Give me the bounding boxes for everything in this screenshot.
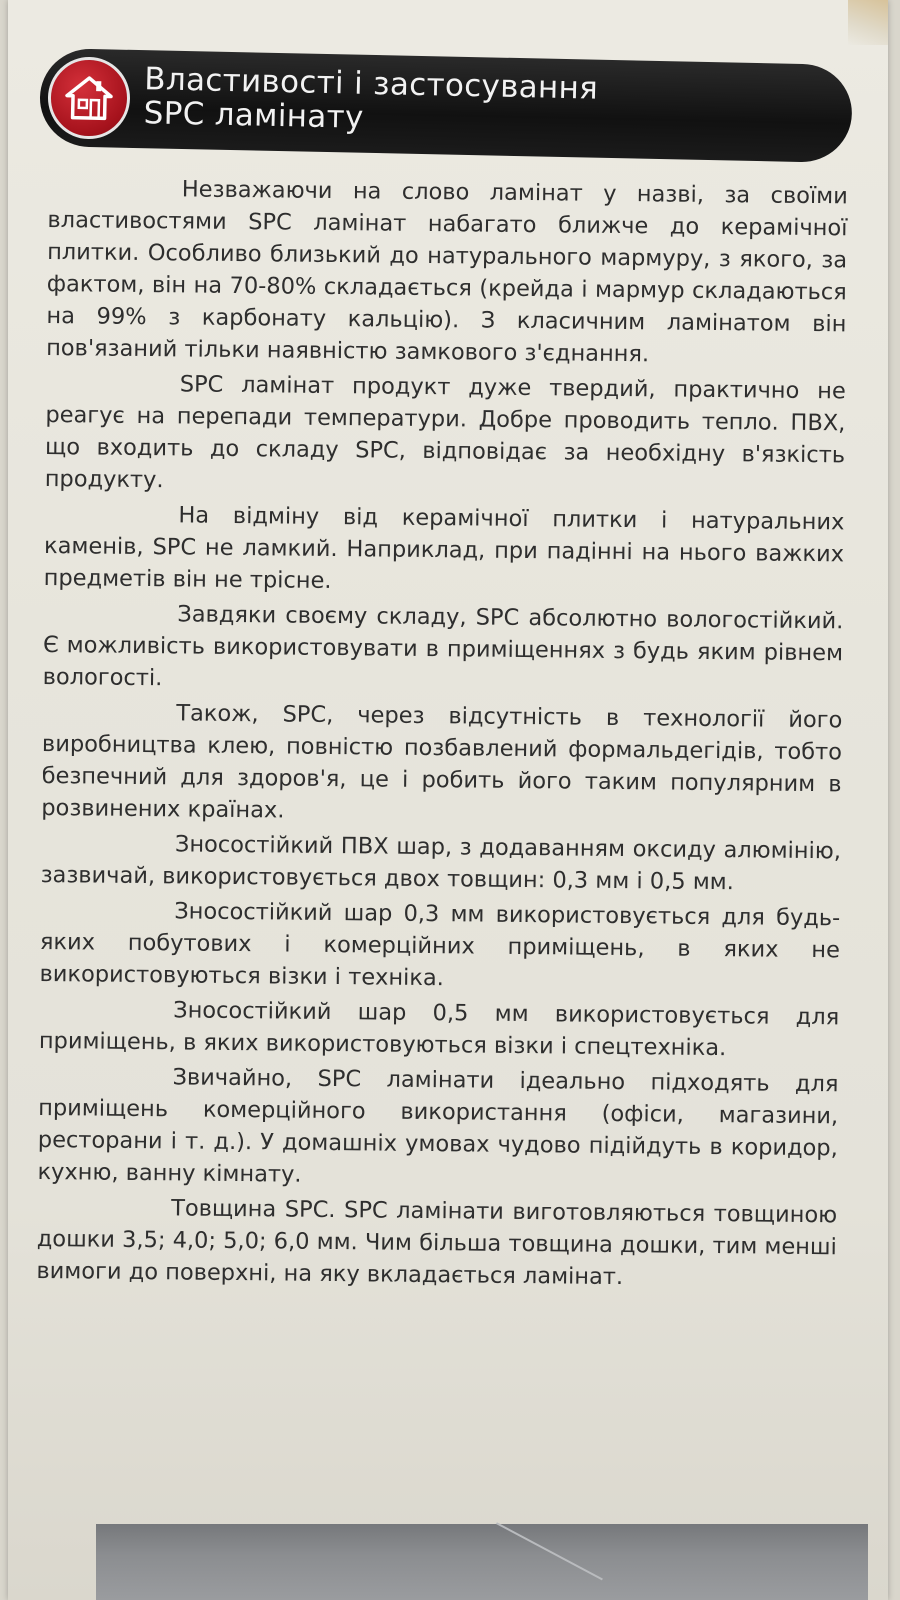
floor-photo xyxy=(96,1524,868,1600)
section-title xyxy=(143,62,822,144)
section-title-line1: Властивості і застосування xyxy=(144,61,599,107)
paragraph: Товщина SPC. SPC ламінати виготовляються товщиною дошки 3,5; 4,0; 5,0; 6,0 мм. Чим більша товщина дошки, тим менші вимоги до поверхні, на яку вкладається ламінат. xyxy=(36,1195,838,1291)
article-body xyxy=(36,172,848,1298)
paragraph: Зносостійкий ПВХ шар, з додаванням оксиду алюмінію, зазвичай, використовується двох товщин: 0,3 мм і 0,5 мм. xyxy=(40,831,842,896)
page-corner-shadow xyxy=(848,0,888,45)
paragraph: Зносостійкий шар 0,5 мм використовується для приміщень, в яких використовуються візки і спецтехніка. xyxy=(38,997,840,1062)
photo-edge-line xyxy=(496,1522,603,1580)
paragraph: Завдяки своєму складу, SPC абсолютно вологостійкий. Є можливість використовувати в приміщеннях з будь яким рівнем вологості. xyxy=(42,601,844,692)
paragraph: SPC ламінат продукт дуже твердий, практично не реагує на перепади температури. Добре проводить тепло. ПВХ, що входить до складу SPC, відповідає за необхідну в'язкість продукту. xyxy=(44,371,846,494)
paragraph: Зносостійкий шар 0,3 мм використовується для будь-яких побутових і комерційних приміщень, в яких не використовуються візки і техніка. xyxy=(39,898,841,992)
brochure-page xyxy=(8,0,888,1600)
paragraph: Також, SPC, через відсутність в технології його виробництва клею, повністю позбавлений формальдегідів, тобто безпечний для здоров'я, це і робить його таким популярним в розвинених країнах. xyxy=(41,700,843,824)
paragraph: На відміну від керамічної плитки і натуральних каменів, SPC не ламкий. Наприклад, при падінні на нього важких предметів він не трісне. xyxy=(43,502,845,594)
section-title-line2: SPC ламінату xyxy=(143,95,364,136)
section-header xyxy=(39,48,853,163)
home-icon xyxy=(47,56,131,140)
paragraph: Незважаючи на слово ламінат у назві, за своїми властивостями SPC ламінат набагато ближче до керамічної плитки. Особливо близький до натурального мармуру, з якого, за фактом, він на 70-80% складається (крейда і мармур складаються на 99% з карбонату кальцію). З класичним ламінатом він пов'язаний тільки наявністю замкового з'єднання. xyxy=(46,176,848,368)
paragraph: Звичайно, SPC ламінати ідеально підходять для приміщень комерційного використання (офіси, магазини, ресторани і т. д.). У домашніх умовах чудово підійдуть в коридор, кухню, ванну кімнату. xyxy=(37,1064,839,1188)
